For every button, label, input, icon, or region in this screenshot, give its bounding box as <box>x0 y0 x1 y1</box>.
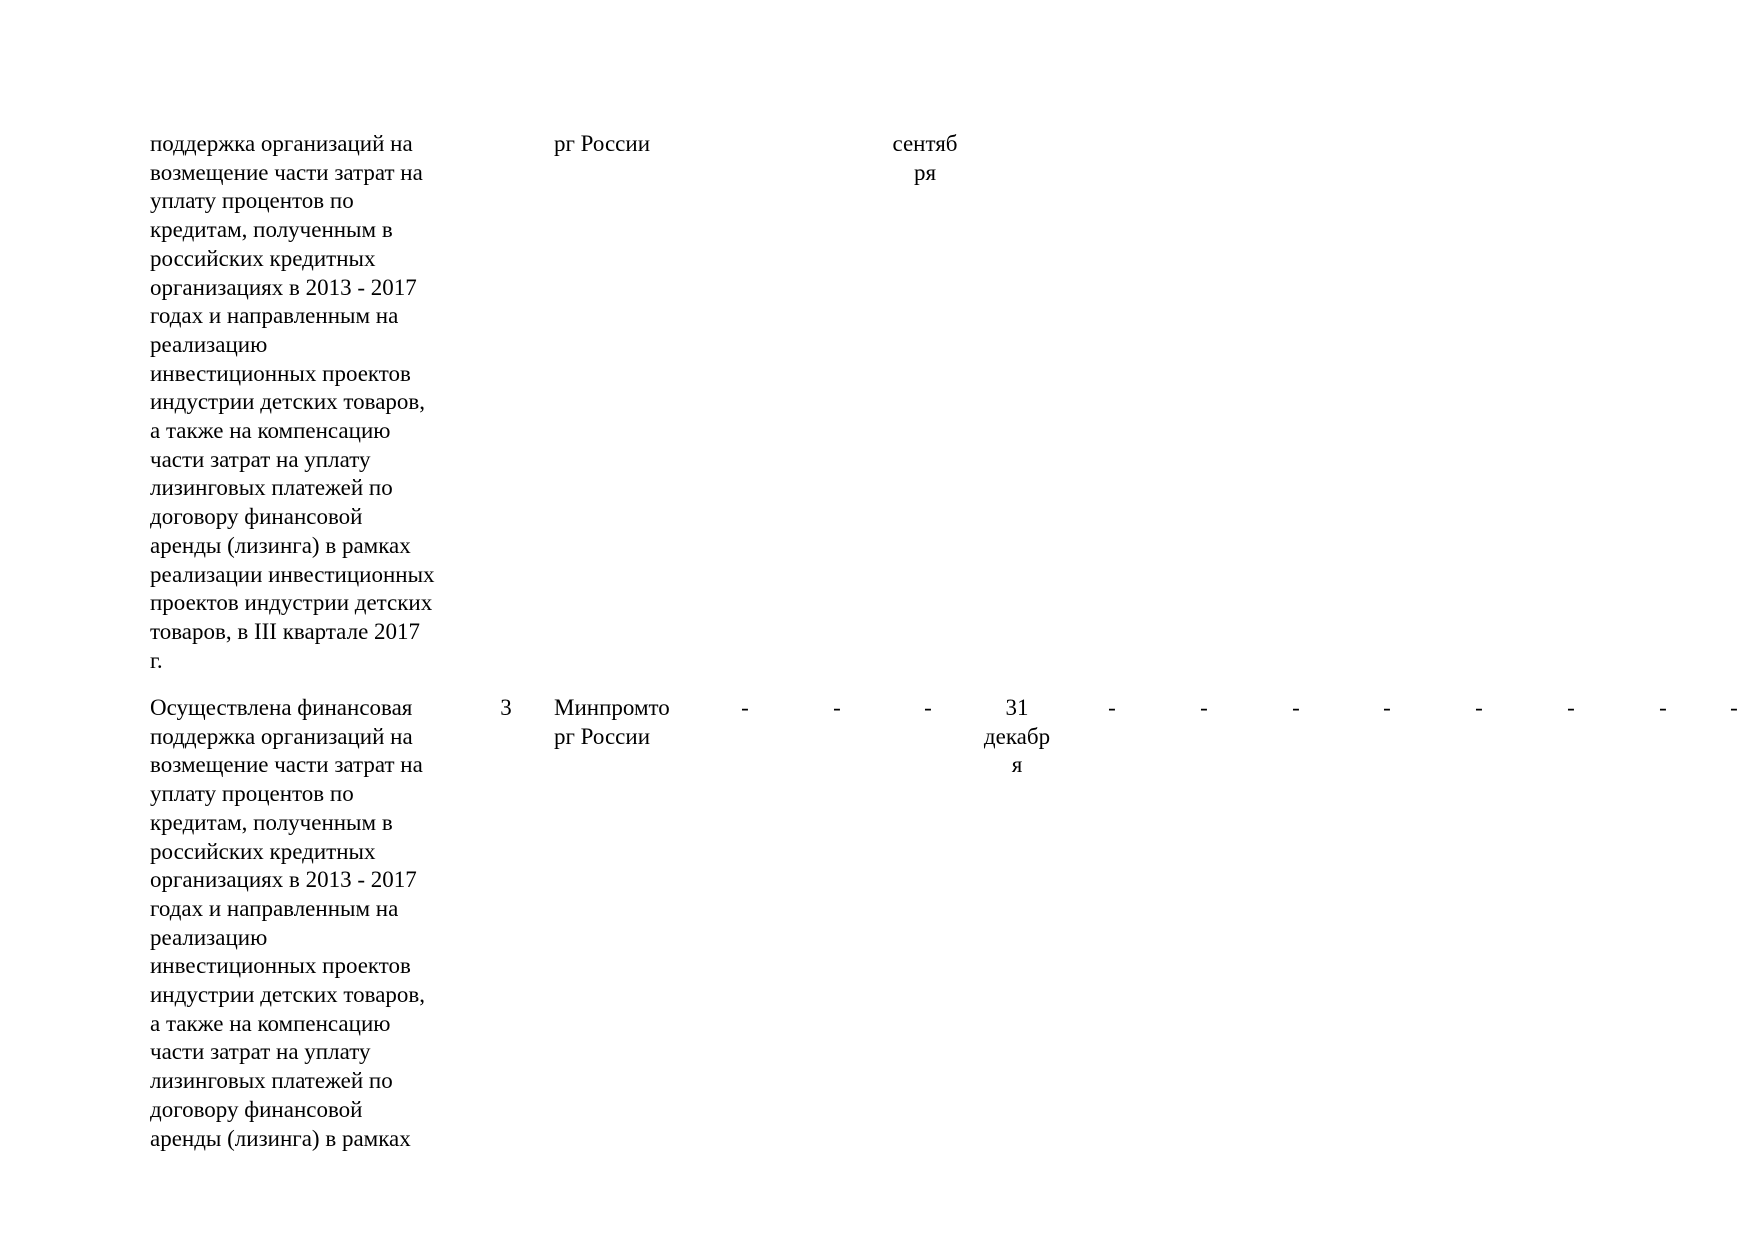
deadline-date: 31 декабр я <box>983 695 1051 778</box>
dash-cell: - <box>1475 695 1483 720</box>
dash-cell: - <box>1292 695 1300 720</box>
dash-cell: - <box>1383 695 1391 720</box>
deadline-date: сентяб ря <box>892 131 958 185</box>
measure-number: 3 <box>500 695 512 720</box>
dash-cell: - <box>1108 695 1116 720</box>
dash-cell: - <box>741 695 749 720</box>
dash-cell: - <box>1567 695 1575 720</box>
dash-cell: - <box>1730 695 1738 720</box>
responsible-executor: Минпромто рг России <box>554 695 670 749</box>
dash-cell: - <box>1659 695 1667 720</box>
measure-description: Осуществлена финансовая поддержка организаций на возмещение части затрат на уплату процентов по кредитам, полученным в российских кредитных организациях в 2013 - 2017 годах и направленным на реализацию инвестиционных проектов индустрии детских товаров, а также на компенсацию части затрат на уплату лизинговых платежей по договору финансовой аренды (лизинга) в рамках <box>150 695 426 1151</box>
dash-cell: - <box>833 695 841 720</box>
measure-description: поддержка организаций на возмещение части затрат на уплату процентов по кредитам, полученным в российских кредитных организациях в 2013 - 2017 годах и направленным на реализацию инвестиционных проектов индустрии детских товаров, а также на компенсацию части затрат на уплату лизинговых платежей по договору финансовой аренды (лизинга) в рамках реализации инвестиционных проектов индустрии детских товаров, в III квартале 2017 г. <box>150 131 435 673</box>
dash-cell: - <box>924 695 932 720</box>
dash-cell: - <box>1200 695 1208 720</box>
responsible-executor: рг России <box>554 131 651 156</box>
